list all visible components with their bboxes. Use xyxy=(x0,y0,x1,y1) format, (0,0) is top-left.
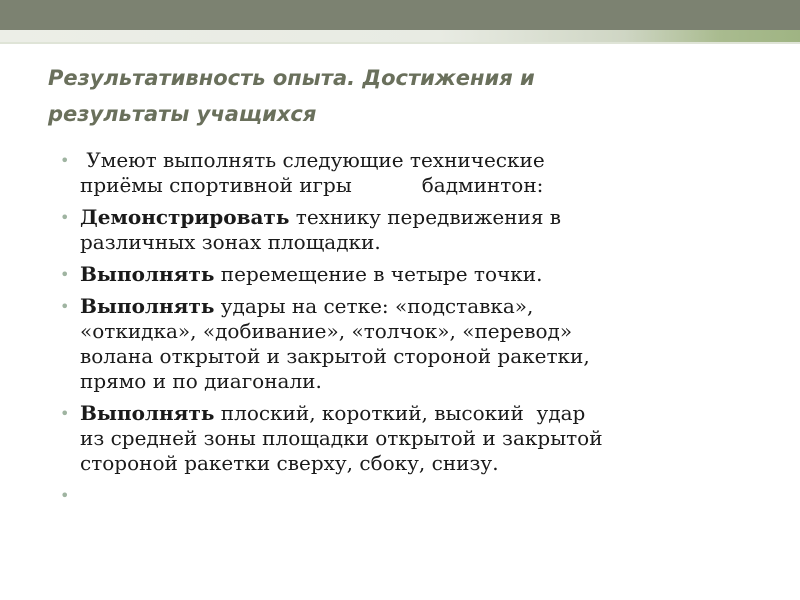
slide-title-line-2: результаты учащихся xyxy=(48,102,317,126)
bullet-text-line xyxy=(80,401,758,426)
bullet-marker: • xyxy=(60,151,70,170)
bullet-marker: • xyxy=(60,265,70,284)
bullet-text: перемещение в четыре точки. xyxy=(214,262,543,286)
bullet-text-line: Умеют выполнять следующие технические xyxy=(80,148,545,172)
bullet-item-techniques xyxy=(58,148,758,198)
bullet-text-line xyxy=(80,294,758,319)
bullet-text-line: «откидка», «добивание», «толчок», «перевод» xyxy=(80,319,573,343)
bullet-marker: • xyxy=(60,297,70,316)
bullet-text-line: стороной ракетки сверху, сбоку, снизу. xyxy=(80,451,499,475)
bullet-text-line xyxy=(80,262,758,287)
bullet-text: плоский, короткий, высокий удар xyxy=(214,401,586,425)
bullet-text: приёмы спортивной игры xyxy=(80,173,352,197)
bullet-text-line: из средней зоны площадки открытой и закрытой xyxy=(80,426,603,450)
header-accent-band xyxy=(0,30,800,42)
bullet-keyword: Выполнять xyxy=(80,294,215,318)
bullet-marker: • xyxy=(60,208,70,227)
bullet-text: удары на сетке: «подставка», xyxy=(214,294,534,318)
header-band xyxy=(0,0,800,30)
bullet-keyword: Выполнять xyxy=(80,262,215,286)
bullet-item-movement xyxy=(58,262,758,287)
bullet-marker: • xyxy=(60,404,70,423)
bullet-text-line xyxy=(80,483,758,508)
bullet-keyword: Выполнять xyxy=(80,401,215,425)
bullet-text: бадминтон: xyxy=(421,173,544,197)
bullet-text-line: различных зонах площадки. xyxy=(80,230,381,254)
bullet-item-empty xyxy=(58,483,758,508)
bullet-text-line xyxy=(80,173,758,198)
bullet-item-midcourt-strokes xyxy=(58,401,758,476)
bullet-list xyxy=(58,148,758,515)
slide-title xyxy=(48,60,768,132)
slide-title-line-1: Результативность опыта. Достижения и xyxy=(48,66,535,90)
bullet-keyword: Демонстрировать xyxy=(80,205,290,229)
bullet-text: технику передвижения в xyxy=(289,205,562,229)
bullet-text-line: волана открытой и закрытой стороной ракетки, xyxy=(80,344,590,368)
bullet-item-demonstrate xyxy=(58,205,758,255)
header-divider xyxy=(0,42,800,44)
bullet-item-net-strokes xyxy=(58,294,758,394)
bullet-text-line xyxy=(80,205,758,230)
bullet-text-line: прямо и по диагонали. xyxy=(80,369,322,393)
bullet-marker: • xyxy=(60,486,70,505)
